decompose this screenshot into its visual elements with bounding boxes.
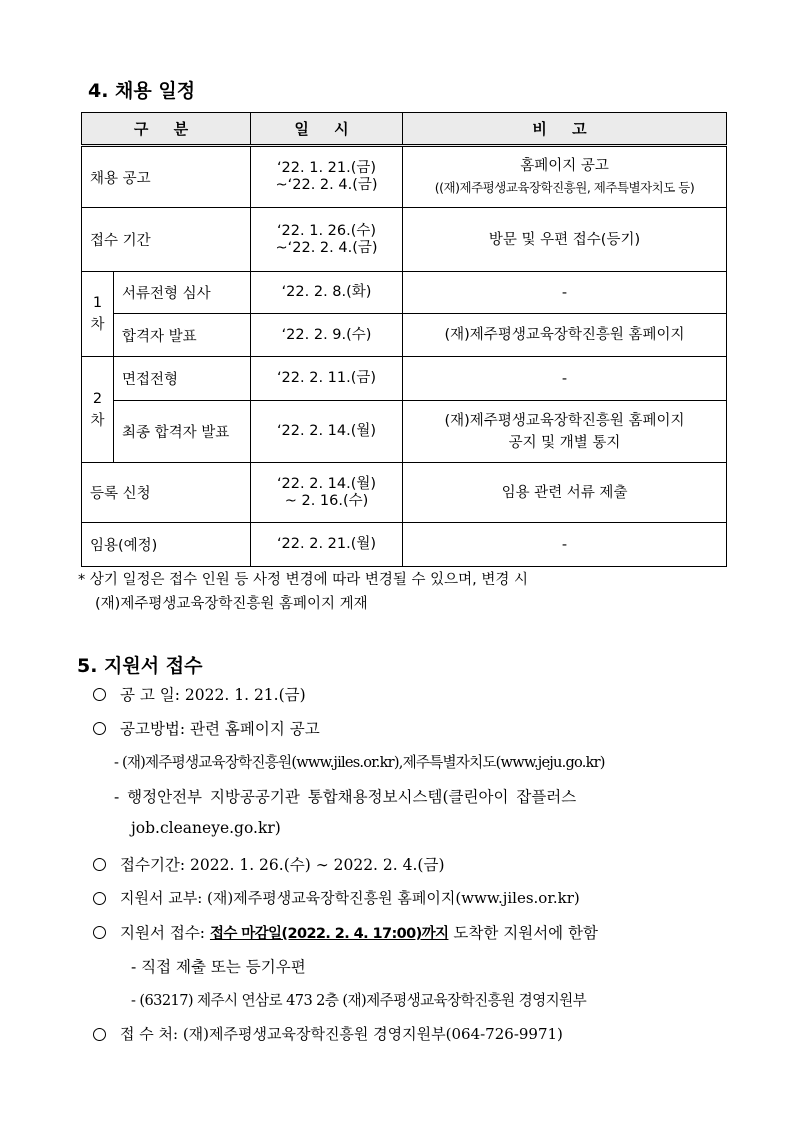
row-date-line: ~ 2. 16.(수) (284, 492, 369, 509)
row-note: 방문 및 우편 접수(등기) (403, 208, 727, 272)
row-note: (재)제주평생교육장학진흥원 홈페이지 (403, 314, 727, 357)
row-date (251, 208, 403, 272)
list-item (93, 683, 306, 705)
row-date: ‘22. 2. 8.(화) (251, 272, 403, 314)
group-label-line: 차 (90, 412, 105, 429)
group-label-line: 차 (90, 317, 105, 333)
list-item-text: 접 수 처: (재)제주평생교육장학진흥원 경영지원부(064-726-9971) (120, 1025, 563, 1043)
row-note: - (403, 357, 727, 401)
section-5-title: 5. 지원서 접수 (77, 655, 203, 677)
table-row (82, 146, 727, 208)
row-date (251, 463, 403, 523)
schedule-table (81, 112, 727, 567)
row-date: ‘22. 2. 9.(수) (251, 314, 403, 357)
circle-bullet-icon (93, 688, 106, 701)
group-label-line: 2 (92, 390, 103, 407)
row-note-line: ((재)제주평생교육장학진흥원, 제주특별자치도 등) (434, 180, 695, 195)
table-row (82, 523, 727, 567)
sub-item-text: - 직접 제출 또는 등기우편 (131, 958, 306, 976)
table-row (82, 463, 727, 523)
group-label-line: 1 (92, 295, 103, 311)
row-note-line: 홈페이지 공고 (520, 158, 609, 174)
circle-bullet-icon (93, 1028, 106, 1041)
row-category: 면접전형 (114, 357, 251, 401)
row-date: ‘22. 2. 14.(월) (251, 401, 403, 463)
row-category: 임용(예정) (82, 523, 251, 567)
table-row (82, 314, 727, 357)
list-item-text: 지원서 접수: (120, 924, 210, 942)
list-item-text: 도착한 지원서에 한함 (448, 924, 599, 942)
list-item (93, 921, 598, 943)
row-category: 접수 기간 (82, 208, 251, 272)
row-category: 채용 공고 (82, 146, 251, 208)
row-date-line: ~‘22. 2. 4.(금) (275, 239, 378, 256)
footnote-line: * 상기 일정은 접수 인원 등 사정 변경에 따라 변경될 수 있으며, 변경 시 (78, 572, 528, 588)
footnote-line: (재)제주평생교육장학진흥원 홈페이지 게재 (95, 596, 368, 612)
list-item (93, 717, 320, 739)
row-note: 임용 관련 서류 제출 (403, 463, 727, 523)
row-note (403, 146, 727, 208)
row-note-line: (재)제주평생교육장학진흥원 홈페이지 (444, 412, 685, 429)
sub-item-text: - 행정안전부 지방공공기관 통합채용정보시스템(클린아이 잡플러스 (114, 788, 577, 806)
row-note: - (403, 523, 727, 567)
section-4-title: 4. 채용 일정 (88, 80, 196, 102)
row-date (251, 146, 403, 208)
circle-bullet-icon (93, 892, 106, 905)
list-item-text: 지원서 교부: (재)제주평생교육장학진흥원 홈페이지(www.jiles.or.kr) (120, 889, 580, 907)
table-row (82, 208, 727, 272)
sub-item-text: - (재)제주평생교육장학진흥원(www.jiles.or.kr),제주특별자치도(www.jeju.go.kr) (114, 754, 605, 771)
row-category: 등록 신청 (82, 463, 251, 523)
circle-bullet-icon (93, 722, 106, 735)
circle-bullet-icon (93, 858, 106, 871)
row-note-line: 공지 및 개별 통지 (508, 434, 621, 451)
deadline-emphasis: 접수 마감일(2022. 2. 4. 17:00)까지 (209, 926, 449, 942)
table-row (82, 357, 727, 401)
group-2-label (82, 357, 114, 463)
header-category: 구 분 (82, 113, 251, 146)
schedule-footnote (78, 568, 528, 616)
row-category: 최종 합격자 발표 (114, 401, 251, 463)
row-date-line: ‘22. 1. 21.(금) (276, 160, 377, 176)
group-1-label (82, 272, 114, 357)
list-item-text: 공고방법: 관련 홈페이지 공고 (120, 720, 320, 738)
row-date-line: ~‘22. 2. 4.(금) (275, 177, 378, 193)
table-header-row (82, 113, 727, 146)
sub-item-text: - (63217) 제주시 연삼로 473 2층 (재)제주평생교육장학진흥원 경영지원부 (131, 992, 587, 1009)
list-item-text: 공 고 일: 2022. 1. 21.(금) (120, 686, 306, 704)
row-date-line: ‘22. 2. 14.(월) (276, 475, 377, 492)
list-item (93, 853, 445, 875)
table-row (82, 401, 727, 463)
row-category: 서류전형 심사 (114, 272, 251, 314)
sub-item-text: job.cleaneye.go.kr) (131, 819, 281, 837)
header-date: 일 시 (251, 113, 403, 146)
row-note: - (403, 272, 727, 314)
row-date-line: ‘22. 1. 26.(수) (276, 222, 377, 239)
list-item (93, 1023, 563, 1044)
circle-bullet-icon (93, 926, 106, 939)
row-date: ‘22. 2. 21.(월) (251, 523, 403, 567)
table-row (82, 272, 727, 314)
row-category: 합격자 발표 (114, 314, 251, 357)
row-date: ‘22. 2. 11.(금) (251, 357, 403, 401)
list-item (93, 887, 580, 908)
row-note (403, 401, 727, 463)
header-note: 비 고 (403, 113, 727, 146)
list-item-text: 접수기간: 2022. 1. 26.(수) ∼ 2022. 2. 4.(금) (120, 856, 445, 874)
